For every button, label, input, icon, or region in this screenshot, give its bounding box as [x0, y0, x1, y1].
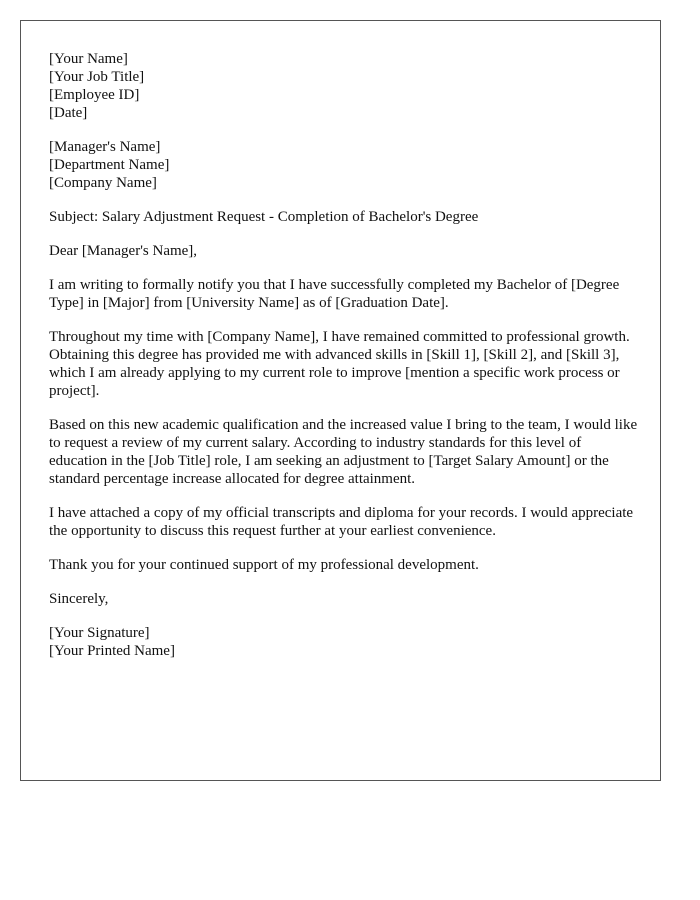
recipient-department: [Department Name]: [49, 157, 170, 173]
salutation: Dear [Manager's Name],: [49, 243, 198, 259]
recipient-company: [Company Name]: [49, 175, 157, 191]
body-paragraph: I am writing to formally notify you that I have successfully completed my Bachelor of [Degree Type] in [Major] from [University Name] as of [Graduation Date].: [49, 277, 620, 311]
sender-employee-id: [Employee ID]: [49, 87, 140, 103]
body-paragraph: Throughout my time with [Company Name], I have remained committed to professional growth. Obtaining this degree has provided me with advanced skills in [Skill 1], [Skill 2], and [Skill 3], which I am already applying to my current role to improve [mention a specific work process or project].: [49, 329, 630, 399]
body-paragraph: Thank you for your continued support of my professional development.: [49, 557, 479, 573]
subject-line: Subject: Salary Adjustment Request - Completion of Bachelor's Degree: [49, 209, 479, 225]
printed-name: [Your Printed Name]: [49, 643, 175, 659]
closing: Sincerely,: [49, 591, 109, 607]
signature: [Your Signature]: [49, 625, 150, 641]
recipient-name: [Manager's Name]: [49, 139, 161, 155]
letter-page: [20, 20, 661, 781]
body-paragraph: I have attached a copy of my official transcripts and diploma for your records. I would appreciate the opportunity to discuss this request further at your earliest convenience.: [49, 505, 634, 539]
body-paragraph: Based on this new academic qualification and the increased value I bring to the team, I would like to request a review of my current salary. According to industry standards for this level of education in the [Job Title] role, I am seeking an adjustment to [Target Salary Amount] or the standard percentage increase allocated for degree attainment.: [49, 417, 638, 487]
sender-block: [49, 50, 639, 122]
signature-block: [49, 624, 639, 660]
recipient-block: [49, 138, 639, 192]
sender-job-title: [Your Job Title]: [49, 69, 145, 85]
sender-name: [Your Name]: [49, 51, 128, 67]
letter-date: [Date]: [49, 105, 88, 121]
